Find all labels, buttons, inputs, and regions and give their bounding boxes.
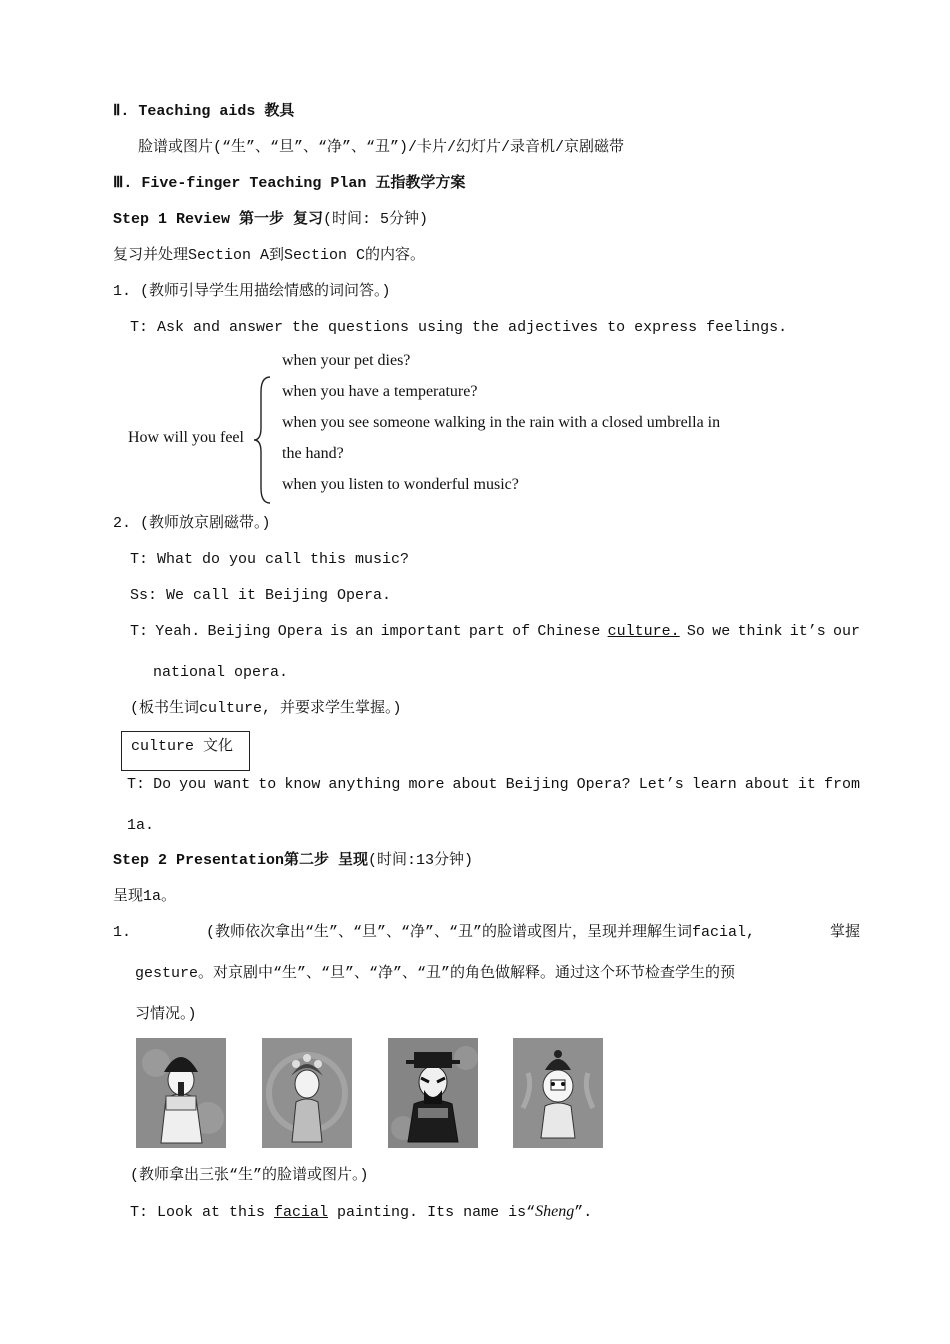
word: more <box>408 776 445 793</box>
step2-intro: 呈现1a。 <box>113 888 177 905</box>
dialog-teacher-3-continued: 1a. <box>127 817 155 834</box>
feel-option: the hand? <box>282 445 344 462</box>
word: T: <box>127 776 146 793</box>
dialog-teacher-1: T: What do you call this music? <box>130 551 410 568</box>
item2-instruction: 2. (教师放京剧磁带。) <box>113 515 271 532</box>
step2-label: Step 2 Presentation第二步 呈现 <box>113 852 369 869</box>
step1-intro: 复习并处理Section A到Section C的内容。 <box>113 247 426 264</box>
curly-brace-icon <box>252 374 276 506</box>
item1-instruction: 1. (教师引导学生用描绘情感的词问答。) <box>113 283 391 300</box>
step2-item1-line2: gesture。对京剧中“生”、“旦”、“净”、“丑”的角色做解释。通过这个环节检查学生的预 <box>135 965 736 982</box>
step2-heading <box>113 851 473 871</box>
word: Beijing <box>505 776 569 793</box>
dialog-students-1: Ss: We call it Beijing Opera. <box>130 587 392 604</box>
word: Do <box>153 776 172 793</box>
word: (教师依次拿出“生”、“旦”、“净”、“丑”的脸谱或图片，呈现并理解生词facial, <box>205 924 756 941</box>
word: 掌握 <box>829 924 860 941</box>
word: to <box>258 776 277 793</box>
word: Opera <box>277 623 323 640</box>
step2-time: (时间:13分钟) <box>368 852 474 869</box>
word: T: <box>130 623 149 640</box>
step2-item1-line1 <box>113 923 860 943</box>
opera-figure-jing-image <box>388 1038 478 1148</box>
word: 1. <box>113 924 132 941</box>
vocab-box <box>121 731 250 771</box>
dialog-teacher-2-continued: national opera. <box>153 664 289 681</box>
opera-figure-sheng-image <box>136 1038 226 1148</box>
section-heading-teaching-aids <box>113 102 294 122</box>
section-number: Ⅱ. <box>113 103 130 120</box>
line-text: T: Look at this <box>130 1204 275 1221</box>
word: part <box>468 623 505 640</box>
step1-heading <box>113 210 428 230</box>
feel-option: when you have a temperature? <box>282 383 478 400</box>
feel-option: when your pet dies? <box>282 352 411 369</box>
vocab-word-facial: facial <box>274 1204 329 1221</box>
word: it <box>797 776 816 793</box>
step1-label: Step 1 Review 第一步 复习 <box>113 211 324 228</box>
section-title: Five-finger Teaching Plan 五指教学方案 <box>141 175 466 192</box>
word: know <box>284 776 321 793</box>
word: about <box>452 776 498 793</box>
vocab-box-text: culture 文化 <box>131 738 234 755</box>
word: important <box>380 623 462 640</box>
word: about <box>744 776 790 793</box>
word: Yeah. <box>155 623 201 640</box>
word: we <box>712 623 731 640</box>
dialog-teacher-3 <box>127 775 860 795</box>
word: is <box>330 623 349 640</box>
role-name: Sheng <box>535 1203 575 1220</box>
word: Chinese <box>537 623 601 640</box>
word: you <box>179 776 207 793</box>
step2-item1-line3: 习情况。) <box>135 1006 197 1023</box>
word: Opera? <box>576 776 631 793</box>
teaching-aids-list: 脸谱或图片(“生”、“旦”、“净”、“丑”)/卡片/幻灯片/录音机/京剧磁带 <box>138 139 625 156</box>
word: So <box>686 623 705 640</box>
word: an <box>355 623 374 640</box>
word: from <box>823 776 860 793</box>
dialog-teacher-sheng <box>130 1202 592 1223</box>
dialog-teacher-2 <box>130 622 860 642</box>
opera-figure-dan-image <box>262 1038 352 1148</box>
word: think <box>737 623 783 640</box>
item1-teacher-line: T: Ask and answer the questions using the adjectives to express feelings. <box>130 319 788 336</box>
feel-prompt: How will you feel <box>128 429 244 446</box>
line-text: painting. Its name is“ <box>328 1204 536 1221</box>
vocab-word-culture: culture. <box>607 623 680 640</box>
section-title: Teaching aids 教具 <box>138 103 295 120</box>
line-text: ”. <box>574 1204 593 1221</box>
feel-option: when you see someone walking in the rain with a closed umbrella in <box>282 414 721 431</box>
word: anything <box>328 776 401 793</box>
picture-note: (教师拿出三张“生”的脸谱或图片。) <box>130 1167 369 1184</box>
section-heading-teaching-plan <box>113 174 465 194</box>
word: it’s <box>789 623 826 640</box>
word: of <box>512 623 531 640</box>
opera-figure-chou-image <box>513 1038 603 1148</box>
word: our <box>832 623 860 640</box>
word: want <box>214 776 251 793</box>
section-number: Ⅲ. <box>113 175 133 192</box>
word: learn <box>691 776 737 793</box>
word: Let’s <box>638 776 684 793</box>
word: Beijing <box>207 623 271 640</box>
board-note: (板书生词culture, 并要求学生掌握。) <box>130 700 402 717</box>
feel-option: when you listen to wonderful music? <box>282 476 519 493</box>
step1-time: (时间: 5分钟) <box>323 211 429 228</box>
